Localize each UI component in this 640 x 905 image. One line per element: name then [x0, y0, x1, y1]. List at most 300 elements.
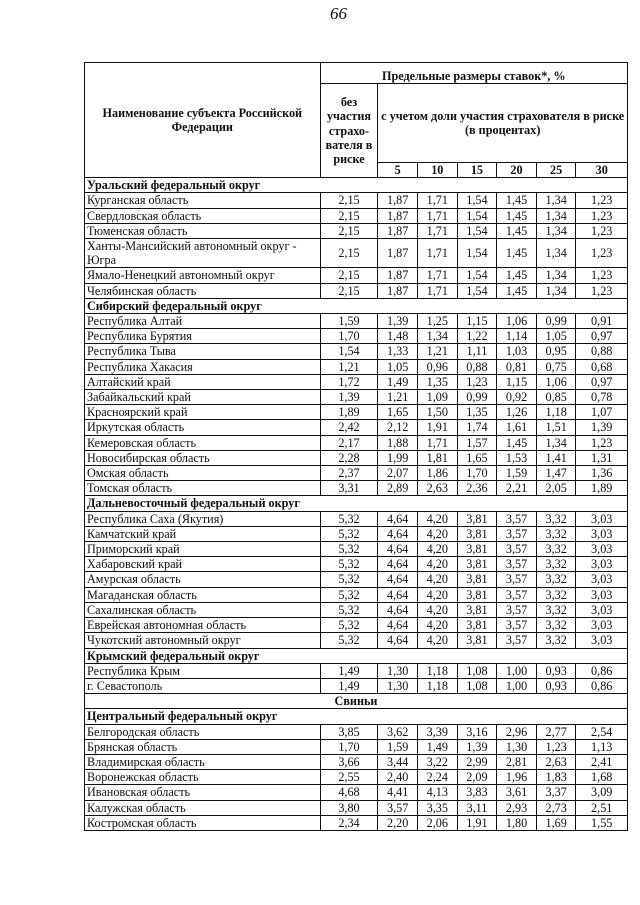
rate-value-cell: 1,91 — [418, 420, 458, 435]
rate-value-cell: 3,09 — [576, 785, 628, 800]
rate-value-cell: 1,39 — [320, 390, 378, 405]
rate-value-cell: 1,47 — [536, 466, 576, 481]
rate-value-cell: 3,81 — [457, 526, 497, 541]
table-body — [85, 178, 628, 831]
rate-value-cell: 1,36 — [576, 466, 628, 481]
rate-value-cell: 3,03 — [576, 572, 628, 587]
rate-value-cell: 1,55 — [576, 815, 628, 830]
rate-value-cell: 1,50 — [418, 405, 458, 420]
rate-value-cell: 1,71 — [418, 268, 458, 283]
region-name-cell: Еврейская автономная область — [85, 618, 321, 633]
table-row — [85, 618, 628, 633]
share-percent-header: 10 — [418, 163, 458, 178]
rate-value-cell: 4,64 — [378, 526, 418, 541]
rate-value-cell: 1,45 — [497, 283, 537, 298]
rate-value-cell: 1,57 — [457, 435, 497, 450]
rate-value-cell: 3,57 — [497, 511, 537, 526]
region-name-cell: Калужская область — [85, 800, 321, 815]
rate-value-cell: 1,23 — [576, 208, 628, 223]
rate-value-cell: 0,97 — [576, 329, 628, 344]
rate-value-cell: 1,22 — [457, 329, 497, 344]
rate-value-cell: 1,34 — [536, 223, 576, 238]
rate-value-cell: 1,80 — [497, 815, 537, 830]
rate-value-cell: 0,68 — [576, 359, 628, 374]
rate-value-cell: 1,53 — [497, 450, 537, 465]
rate-value-cell: 1,45 — [497, 268, 537, 283]
rate-value-cell: 1,51 — [536, 420, 576, 435]
rate-value-cell: 1,06 — [497, 314, 537, 329]
rate-value-cell: 1,33 — [378, 344, 418, 359]
rate-value-cell: 4,64 — [378, 511, 418, 526]
table-row — [85, 223, 628, 238]
rate-value-cell: 2,54 — [576, 724, 628, 739]
rate-value-cell: 1,35 — [418, 374, 458, 389]
rate-value-cell: 2,21 — [497, 481, 537, 496]
rate-value-cell: 5,32 — [320, 618, 378, 633]
rate-value-cell: 4,64 — [378, 602, 418, 617]
table-row — [85, 208, 628, 223]
rate-value-cell: 1,71 — [418, 239, 458, 268]
rate-value-cell: 1,65 — [457, 450, 497, 465]
insurance-rates-table — [84, 62, 628, 831]
rate-value-cell: 2,24 — [418, 770, 458, 785]
rate-value-cell: 0,86 — [576, 678, 628, 693]
region-name-cell: Ханты-Мансийский автономный округ - Югра — [85, 239, 321, 268]
rate-value-cell: 1,34 — [536, 435, 576, 450]
rate-value-cell: 3,81 — [457, 618, 497, 633]
rate-value-cell: 3,57 — [378, 800, 418, 815]
rate-value-cell: 0,93 — [536, 678, 576, 693]
rate-value-cell: 3,37 — [536, 785, 576, 800]
region-name-cell: Камчатский край — [85, 526, 321, 541]
rate-value-cell: 0,86 — [576, 663, 628, 678]
table-row — [85, 526, 628, 541]
rate-value-cell: 1,61 — [497, 420, 537, 435]
rate-value-cell: 0,99 — [536, 314, 576, 329]
rate-value-cell: 2,37 — [320, 466, 378, 481]
rate-value-cell: 1,25 — [418, 314, 458, 329]
rate-value-cell: 5,32 — [320, 542, 378, 557]
rate-value-cell: 2,96 — [497, 724, 537, 739]
rate-value-cell: 1,89 — [320, 405, 378, 420]
no-participation-column-header: без участия страхо-вателя в риске — [320, 84, 378, 178]
rate-value-cell: 0,92 — [497, 390, 537, 405]
rate-value-cell: 1,54 — [457, 223, 497, 238]
rate-limits-group-header: Предельные размеры ставок*, % — [320, 63, 627, 84]
rate-value-cell: 4,64 — [378, 572, 418, 587]
table-row — [85, 314, 628, 329]
rate-value-cell: 1,68 — [576, 770, 628, 785]
rate-value-cell: 3,57 — [497, 557, 537, 572]
rate-value-cell: 3,81 — [457, 602, 497, 617]
rate-value-cell: 3,81 — [457, 511, 497, 526]
rate-value-cell: 1,69 — [536, 815, 576, 830]
region-name-cell: Ямало-Ненецкий автономный округ — [85, 268, 321, 283]
rate-value-cell: 3,85 — [320, 724, 378, 739]
table-row — [85, 633, 628, 648]
rate-value-cell: 3,03 — [576, 602, 628, 617]
rate-value-cell: 4,20 — [418, 526, 458, 541]
table-row — [85, 374, 628, 389]
rate-value-cell: 1,45 — [497, 193, 537, 208]
rate-value-cell: 1,54 — [457, 193, 497, 208]
rate-value-cell: 1,15 — [497, 374, 537, 389]
rate-value-cell: 3,81 — [457, 542, 497, 557]
rate-value-cell: 1,34 — [536, 268, 576, 283]
rate-value-cell: 1,45 — [497, 239, 537, 268]
rate-value-cell: 1,59 — [378, 739, 418, 754]
region-name-column-header: Наименование субъекта Российской Федерации — [85, 63, 321, 178]
rate-value-cell: 1,87 — [378, 283, 418, 298]
rate-value-cell: 1,70 — [320, 739, 378, 754]
table-row — [85, 193, 628, 208]
rate-value-cell: 0,96 — [418, 359, 458, 374]
rate-value-cell: 1,74 — [457, 420, 497, 435]
rate-value-cell: 2,36 — [457, 481, 497, 496]
rate-value-cell: 1,18 — [418, 663, 458, 678]
rate-value-cell: 1,30 — [378, 663, 418, 678]
table-row — [85, 602, 628, 617]
region-name-cell: Курганская область — [85, 193, 321, 208]
rate-value-cell: 1,39 — [378, 314, 418, 329]
rate-value-cell: 3,61 — [497, 785, 537, 800]
rate-value-cell: 3,83 — [457, 785, 497, 800]
rate-value-cell: 0,91 — [576, 314, 628, 329]
rate-value-cell: 3,32 — [536, 526, 576, 541]
rate-value-cell: 3,44 — [378, 754, 418, 769]
rate-value-cell: 2,15 — [320, 223, 378, 238]
rate-value-cell: 1,39 — [457, 739, 497, 754]
region-name-cell: Республика Бурятия — [85, 329, 321, 344]
rate-value-cell: 1,71 — [418, 283, 458, 298]
rate-value-cell: 4,41 — [378, 785, 418, 800]
table-row — [85, 466, 628, 481]
table-row — [85, 405, 628, 420]
rate-value-cell: 1,34 — [536, 283, 576, 298]
rate-value-cell: 5,32 — [320, 572, 378, 587]
rate-value-cell: 4,20 — [418, 587, 458, 602]
rate-value-cell: 4,13 — [418, 785, 458, 800]
rate-value-cell: 4,64 — [378, 633, 418, 648]
rate-value-cell: 2,09 — [457, 770, 497, 785]
rate-value-cell: 3,57 — [497, 572, 537, 587]
rate-value-cell: 1,96 — [497, 770, 537, 785]
rate-value-cell: 0,81 — [497, 359, 537, 374]
rate-value-cell: 2,15 — [320, 208, 378, 223]
rate-value-cell: 2,77 — [536, 724, 576, 739]
region-name-cell: Приморский край — [85, 542, 321, 557]
region-name-cell: Костромская область — [85, 815, 321, 830]
rate-value-cell: 2,40 — [378, 770, 418, 785]
rate-value-cell: 1,23 — [536, 739, 576, 754]
federal-district-heading: Сибирский федеральный округ — [85, 298, 628, 313]
section-row — [85, 496, 628, 511]
rate-value-cell: 1,70 — [457, 466, 497, 481]
federal-district-heading: Уральский федеральный округ — [85, 178, 628, 193]
rate-value-cell: 1,09 — [418, 390, 458, 405]
rate-value-cell: 3,32 — [536, 633, 576, 648]
table-row — [85, 739, 628, 754]
rate-value-cell: 1,45 — [497, 208, 537, 223]
rate-value-cell: 3,32 — [536, 511, 576, 526]
rate-value-cell: 2,07 — [378, 466, 418, 481]
rate-value-cell: 2,42 — [320, 420, 378, 435]
region-name-cell: Республика Тыва — [85, 344, 321, 359]
rate-value-cell: 2,73 — [536, 800, 576, 815]
rate-value-cell: 1,72 — [320, 374, 378, 389]
rate-value-cell: 2,28 — [320, 450, 378, 465]
rate-value-cell: 5,32 — [320, 587, 378, 602]
rate-value-cell: 1,87 — [378, 223, 418, 238]
rate-value-cell: 0,93 — [536, 663, 576, 678]
section-row — [85, 648, 628, 663]
rate-value-cell: 1,30 — [497, 739, 537, 754]
region-name-cell: Республика Хакасия — [85, 359, 321, 374]
rate-value-cell: 1,03 — [497, 344, 537, 359]
table-header — [85, 63, 628, 178]
rate-value-cell: 1,13 — [576, 739, 628, 754]
rate-value-cell: 1,23 — [576, 223, 628, 238]
rate-value-cell: 1,71 — [418, 223, 458, 238]
rate-value-cell: 1,49 — [320, 678, 378, 693]
rate-value-cell: 0,85 — [536, 390, 576, 405]
rate-value-cell: 5,32 — [320, 526, 378, 541]
rate-value-cell: 1,83 — [536, 770, 576, 785]
rate-value-cell: 1,41 — [536, 450, 576, 465]
rate-value-cell: 4,64 — [378, 618, 418, 633]
rate-value-cell: 2,99 — [457, 754, 497, 769]
rate-value-cell: 0,75 — [536, 359, 576, 374]
region-name-cell: Омская область — [85, 466, 321, 481]
region-name-cell: Магаданская область — [85, 587, 321, 602]
rate-value-cell: 2,15 — [320, 268, 378, 283]
rate-value-cell: 2,15 — [320, 239, 378, 268]
table-row — [85, 511, 628, 526]
region-name-cell: Владимирская область — [85, 754, 321, 769]
region-name-cell: Республика Алтай — [85, 314, 321, 329]
table-row — [85, 785, 628, 800]
rate-value-cell: 1,99 — [378, 450, 418, 465]
rate-value-cell: 1,71 — [418, 208, 458, 223]
rate-value-cell: 1,54 — [457, 283, 497, 298]
rate-value-cell: 1,34 — [536, 208, 576, 223]
rate-value-cell: 1,21 — [378, 390, 418, 405]
rate-value-cell: 1,14 — [497, 329, 537, 344]
rate-value-cell: 1,08 — [457, 678, 497, 693]
share-percent-header: 20 — [497, 163, 537, 178]
rate-value-cell: 0,88 — [576, 344, 628, 359]
rate-value-cell: 2,15 — [320, 193, 378, 208]
region-name-cell: Красноярский край — [85, 405, 321, 420]
region-name-cell: Забайкальский край — [85, 390, 321, 405]
rate-value-cell: 1,87 — [378, 193, 418, 208]
region-name-cell: Брянская область — [85, 739, 321, 754]
rate-value-cell: 1,65 — [378, 405, 418, 420]
participation-share-column-header: с учетом доли участия страхователя в риске (в процентах) — [378, 84, 628, 163]
region-name-cell: Амурская область — [85, 572, 321, 587]
rate-value-cell: 2,41 — [576, 754, 628, 769]
rate-value-cell: 5,32 — [320, 602, 378, 617]
rate-value-cell: 2,51 — [576, 800, 628, 815]
table-row — [85, 754, 628, 769]
table-row — [85, 815, 628, 830]
region-name-cell: Сахалинская область — [85, 602, 321, 617]
rate-value-cell: 3,31 — [320, 481, 378, 496]
rate-value-cell: 1,59 — [320, 314, 378, 329]
rate-value-cell: 3,03 — [576, 511, 628, 526]
table-row — [85, 420, 628, 435]
rate-value-cell: 1,49 — [418, 739, 458, 754]
rate-value-cell: 3,03 — [576, 526, 628, 541]
rate-value-cell: 1,91 — [457, 815, 497, 830]
rate-value-cell: 3,32 — [536, 557, 576, 572]
rate-value-cell: 1,45 — [497, 435, 537, 450]
rate-value-cell: 3,32 — [536, 587, 576, 602]
rate-value-cell: 1,18 — [536, 405, 576, 420]
rate-value-cell: 1,23 — [576, 268, 628, 283]
rate-value-cell: 3,03 — [576, 542, 628, 557]
rate-value-cell: 4,20 — [418, 633, 458, 648]
rate-value-cell: 4,20 — [418, 511, 458, 526]
rate-value-cell: 2,12 — [378, 420, 418, 435]
table-row — [85, 770, 628, 785]
rate-value-cell: 5,32 — [320, 511, 378, 526]
rate-value-cell: 4,20 — [418, 572, 458, 587]
rate-value-cell: 4,20 — [418, 602, 458, 617]
rate-value-cell: 1,15 — [457, 314, 497, 329]
table-row — [85, 724, 628, 739]
rate-value-cell: 1,08 — [457, 663, 497, 678]
share-percent-header: 25 — [536, 163, 576, 178]
region-name-cell: Ивановская область — [85, 785, 321, 800]
rate-value-cell: 1,89 — [576, 481, 628, 496]
rate-value-cell: 2,55 — [320, 770, 378, 785]
rate-value-cell: 3,57 — [497, 602, 537, 617]
rate-value-cell: 1,87 — [378, 239, 418, 268]
rate-value-cell: 1,35 — [457, 405, 497, 420]
federal-district-heading: Крымский федеральный округ — [85, 648, 628, 663]
rate-value-cell: 1,11 — [457, 344, 497, 359]
rate-value-cell: 3,57 — [497, 542, 537, 557]
rate-value-cell: 3,35 — [418, 800, 458, 815]
rate-value-cell: 2,93 — [497, 800, 537, 815]
table-row — [85, 283, 628, 298]
rate-value-cell: 3,22 — [418, 754, 458, 769]
rate-value-cell: 1,05 — [536, 329, 576, 344]
rate-value-cell: 1,34 — [536, 193, 576, 208]
rate-value-cell: 1,34 — [418, 329, 458, 344]
rate-value-cell: 4,64 — [378, 557, 418, 572]
rate-value-cell: 2,34 — [320, 815, 378, 830]
rate-value-cell: 2,81 — [497, 754, 537, 769]
rate-value-cell: 1,49 — [320, 663, 378, 678]
rate-value-cell: 1,21 — [418, 344, 458, 359]
rate-value-cell: 3,57 — [497, 587, 537, 602]
rate-value-cell: 1,87 — [378, 268, 418, 283]
rate-value-cell: 1,23 — [576, 283, 628, 298]
rate-value-cell: 3,03 — [576, 618, 628, 633]
rate-value-cell: 1,23 — [457, 374, 497, 389]
region-name-cell: Чукотский автономный округ — [85, 633, 321, 648]
rate-value-cell: 0,99 — [457, 390, 497, 405]
rate-value-cell: 3,66 — [320, 754, 378, 769]
rate-value-cell: 2,63 — [536, 754, 576, 769]
table-row — [85, 542, 628, 557]
share-percent-header: 15 — [457, 163, 497, 178]
rate-value-cell: 1,88 — [378, 435, 418, 450]
rate-value-cell: 1,54 — [457, 268, 497, 283]
share-percent-header: 5 — [378, 163, 418, 178]
table-row — [85, 800, 628, 815]
rate-value-cell: 5,32 — [320, 633, 378, 648]
table-row — [85, 481, 628, 496]
table-row — [85, 572, 628, 587]
table-row — [85, 329, 628, 344]
rate-value-cell: 1,34 — [536, 239, 576, 268]
rate-value-cell: 3,32 — [536, 618, 576, 633]
rate-value-cell: 3,81 — [457, 557, 497, 572]
table-row — [85, 587, 628, 602]
section-row — [85, 178, 628, 193]
region-name-cell: Тюменская область — [85, 223, 321, 238]
rate-value-cell: 4,20 — [418, 618, 458, 633]
rate-value-cell: 4,20 — [418, 542, 458, 557]
table-row — [85, 359, 628, 374]
rate-value-cell: 3,57 — [497, 618, 537, 633]
section-row — [85, 298, 628, 313]
rate-value-cell: 4,68 — [320, 785, 378, 800]
rate-value-cell: 1,06 — [536, 374, 576, 389]
rate-value-cell: 3,57 — [497, 633, 537, 648]
rate-value-cell: 1,18 — [418, 678, 458, 693]
rate-value-cell: 0,97 — [576, 374, 628, 389]
rate-value-cell: 3,81 — [457, 633, 497, 648]
rate-value-cell: 1,87 — [378, 208, 418, 223]
rate-value-cell: 3,32 — [536, 602, 576, 617]
region-name-cell: Алтайский край — [85, 374, 321, 389]
rate-value-cell: 2,20 — [378, 815, 418, 830]
rate-value-cell: 1,21 — [320, 359, 378, 374]
rate-value-cell: 3,81 — [457, 587, 497, 602]
animal-category-row — [85, 694, 628, 709]
region-name-cell: г. Севастополь — [85, 678, 321, 693]
rate-value-cell: 2,06 — [418, 815, 458, 830]
region-name-cell: Кемеровская область — [85, 435, 321, 450]
rate-value-cell: 1,00 — [497, 663, 537, 678]
rate-value-cell: 1,05 — [378, 359, 418, 374]
rate-value-cell: 4,64 — [378, 542, 418, 557]
region-name-cell: Белгородская область — [85, 724, 321, 739]
federal-district-heading: Центральный федеральный округ — [85, 709, 628, 724]
rate-value-cell: 3,80 — [320, 800, 378, 815]
rate-value-cell: 1,48 — [378, 329, 418, 344]
region-name-cell: Челябинская область — [85, 283, 321, 298]
region-name-cell: Воронежская область — [85, 770, 321, 785]
rate-value-cell: 1,71 — [418, 435, 458, 450]
rate-value-cell: 3,16 — [457, 724, 497, 739]
table-row — [85, 557, 628, 572]
share-percent-header: 30 — [576, 163, 628, 178]
rate-value-cell: 1,31 — [576, 450, 628, 465]
rate-value-cell: 1,39 — [576, 420, 628, 435]
region-name-cell: Свердловская область — [85, 208, 321, 223]
region-name-cell: Иркутская область — [85, 420, 321, 435]
rate-value-cell: 3,03 — [576, 587, 628, 602]
rate-value-cell: 1,23 — [576, 435, 628, 450]
region-name-cell: Новосибирская область — [85, 450, 321, 465]
region-name-cell: Республика Саха (Якутия) — [85, 511, 321, 526]
rate-value-cell: 0,95 — [536, 344, 576, 359]
